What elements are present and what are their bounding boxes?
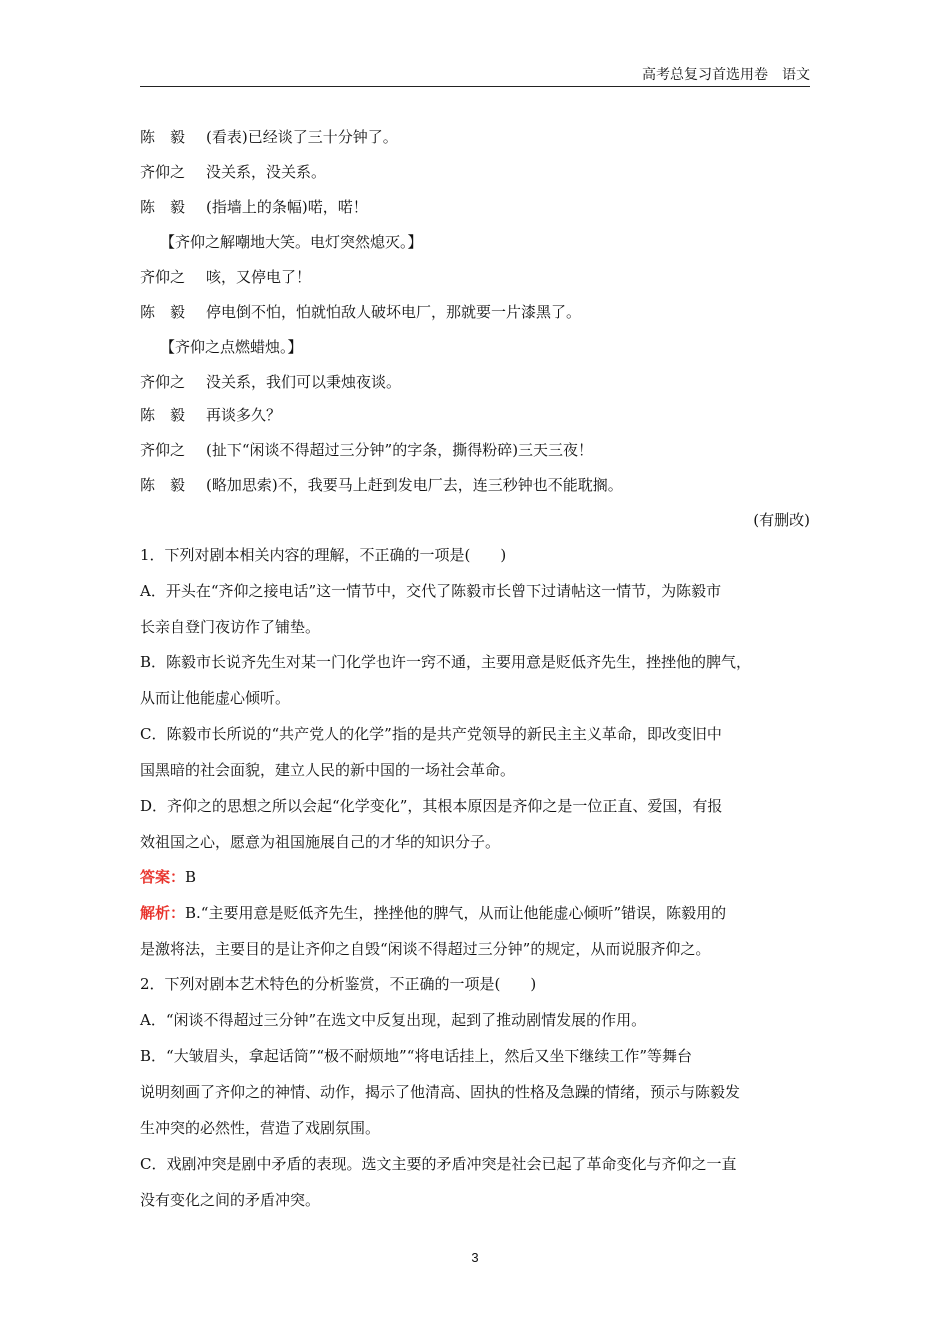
speaker: 齐仰之 [140,373,186,391]
dialogue-line [140,372,820,392]
speaker: 陈 毅 [140,303,186,321]
q1-analysis-cont: 是激将法，主要目的是让齐仰之自毁“闲谈不得超过三分钟”的规定，从而说服齐仰之。 [140,940,711,958]
q1-option-d: D．齐仰之的思想之所以会起“化学变化”，其根本原因是齐仰之是一位正直、爱国，有报 [140,797,723,815]
dialogue-line [140,302,820,322]
line-text: (略加思索)不，我要马上赶到发电厂去，连三秒钟也不能耽搁。 [206,476,623,494]
dialogue-line [140,475,820,495]
line-text: 没关系，没关系。 [206,163,327,181]
q1-option-a-cont: 长亲自登门夜访作了铺垫。 [140,618,321,636]
speaker: 齐仰之 [140,268,186,286]
analysis-text: B.“主要用意是贬低齐先生，挫挫他的脾气，从而让他能虚心倾听”错误，陈毅用的 [185,904,727,922]
question-1-stem: 1．下列对剧本相关内容的理解，不正确的一项是( ) [140,546,507,564]
q1-option-b: B．陈毅市长说齐先生对某一门化学也许一窍不通，主要用意是贬低齐先生，挫挫他的脾气， [140,653,752,671]
q2-option-a: A．“闲谈不得超过三分钟”在选文中反复出现，起到了推动剧情发展的作用。 [140,1011,647,1029]
speaker: 齐仰之 [140,163,186,181]
dialogue-line [140,440,820,460]
q1-option-c-cont: 国黑暗的社会面貌，建立人民的新中国的一场社会革命。 [140,761,516,779]
q1-option-d-cont: 效祖国之心，愿意为祖国施展自己的才华的知识分子。 [140,833,501,851]
question-2-stem: 2．下列对剧本艺术特色的分析鉴赏，不正确的一项是( ) [140,975,537,993]
speaker: 陈 毅 [140,476,186,494]
q2-option-b-cont: 生冲突的必然性，营造了戏剧氛围。 [140,1119,381,1137]
page-header: 高考总复习首选用卷 语文 [642,67,810,83]
q1-option-a: A．开头在“齐仰之接电话”这一情节中，交代了陈毅市长曾下过请帖这一情节，为陈毅市 [140,582,722,600]
q1-analysis [140,903,820,923]
line-text: (看表)已经谈了三十分钟了。 [206,128,398,146]
source-note: (有删改) [753,511,810,529]
header-rule [140,86,810,87]
dialogue-line [140,267,820,287]
q1-option-b-cont: 从而让他能虚心倾听。 [140,689,291,707]
dialogue-line [140,127,820,147]
line-text: 没关系，我们可以秉烛夜谈。 [206,373,402,391]
answer-label: 答案： [140,868,186,886]
dialogue-line [140,162,820,182]
line-text: 再谈多久？ [206,406,282,424]
page-number: 3 [471,1250,479,1265]
line-text: 咳，又停电了！ [206,268,312,286]
line-text: 停电倒不怕，怕就怕敌人破坏电厂，那就要一片漆黑了。 [206,303,582,321]
stage-direction: 【齐仰之解嘲地大笑。电灯突然熄灭。】 [160,233,423,251]
q2-option-b-cont: 说明刻画了齐仰之的神情、动作，揭示了他清高、固执的性格及急躁的情绪，预示与陈毅发 [140,1083,741,1101]
answer-value: B [185,868,197,886]
q1-answer [140,867,820,887]
speaker: 陈 毅 [140,406,186,424]
q1-option-c: C．陈毅市长所说的“共产党人的化学”指的是共产党领导的新民主主义革命，即改变旧中 [140,725,722,743]
dialogue-line [140,405,820,425]
q2-option-b: B．“大皱眉头，拿起话筒”“极不耐烦地”“将电话挂上，然后又坐下继续工作”等舞台 [140,1047,693,1065]
q2-option-c: C．戏剧冲突是剧中矛盾的表现。选文主要的矛盾冲突是社会已起了革命变化与齐仰之一直 [140,1155,737,1173]
speaker: 齐仰之 [140,441,186,459]
q2-option-c-cont: 没有变化之间的矛盾冲突。 [140,1191,321,1209]
line-text: (扯下“闲谈不得超过三分钟”的字条，撕得粉碎)三天三夜！ [206,441,594,459]
speaker: 陈 毅 [140,198,186,216]
line-text: (指墙上的条幅)喏，喏！ [206,198,368,216]
dialogue-line [140,197,820,217]
analysis-label: 解析： [140,904,186,922]
speaker: 陈 毅 [140,128,186,146]
stage-direction: 【齐仰之点燃蜡烛。】 [160,338,303,356]
